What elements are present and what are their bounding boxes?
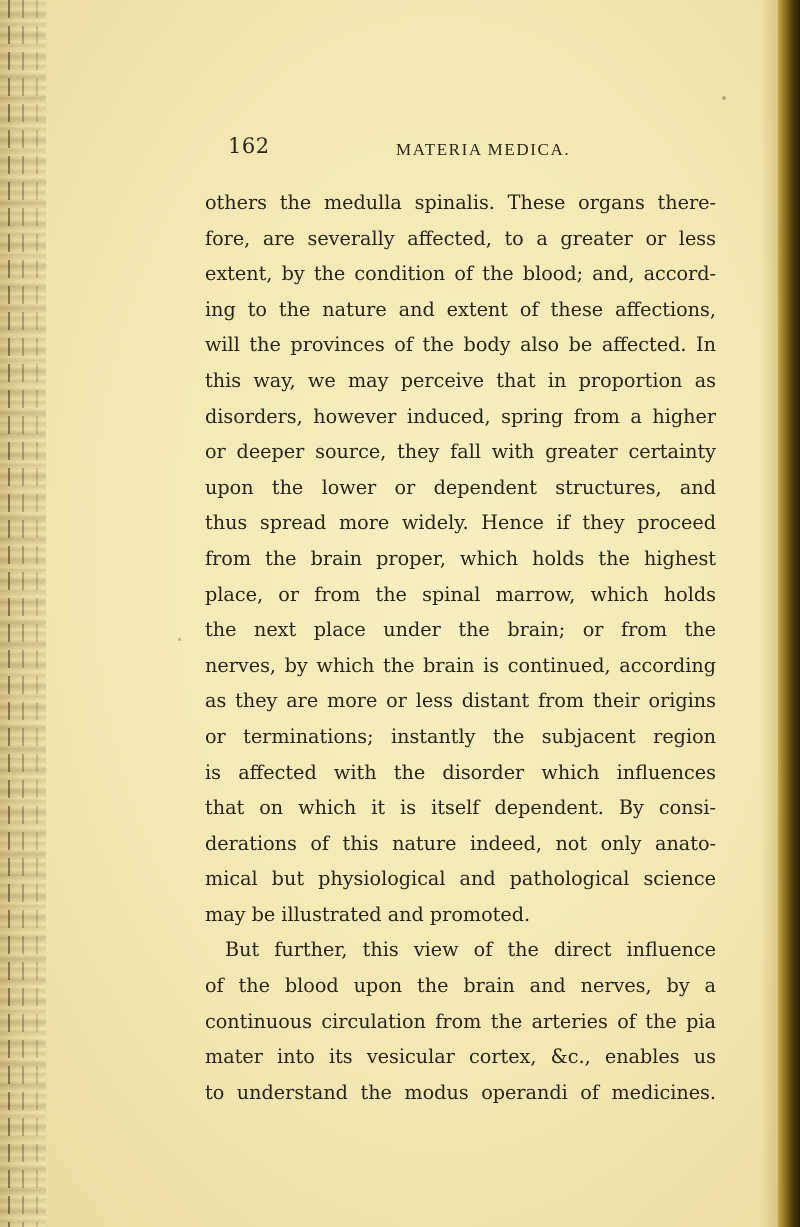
gutter-mark — [36, 0, 38, 1227]
body-text — [205, 185, 716, 1110]
text-line: that on which it is itself dependent. By consi- — [205, 796, 716, 820]
text-line: as they are more or less distant from their origins — [205, 689, 716, 713]
text-line: place, or from the spinal marrow, which holds — [205, 582, 716, 606]
paper-speck — [178, 638, 181, 641]
text-line: extent, by the condition of the blood; and, accord- — [205, 262, 716, 286]
text-line: from the brain proper, which holds the highest — [205, 546, 716, 570]
text-line: fore, are severally affected, to a greater or less — [205, 226, 716, 250]
text-line: to understand the modus operandi of medicines. — [205, 1080, 716, 1104]
text-line: disorders, however induced, spring from a higher — [205, 404, 716, 428]
text-line: this way, we may perceive that in proportion as — [205, 368, 716, 392]
text-line: the next place under the brain; or from the — [205, 618, 716, 642]
gutter-mark — [8, 0, 10, 1227]
page-edge — [778, 0, 800, 1227]
binding-gutter — [0, 0, 46, 1227]
paper-speck — [722, 96, 726, 100]
text-line: others the medulla spinalis. These organs there- — [205, 191, 716, 214]
gutter-mark — [22, 0, 24, 1227]
text-line: continuous circulation from the arteries of the pia — [205, 1009, 716, 1033]
text-line: derations of this nature indeed, not only anato- — [205, 831, 716, 855]
page-edge-shadow — [760, 0, 778, 1227]
text-line: nerves, by which the brain is continued, according — [205, 653, 716, 677]
running-head: MATERIA MEDICA. — [396, 140, 571, 159]
text-line: upon the lower or dependent structures, and — [205, 475, 716, 499]
text-line: is affected with the disorder which influences — [205, 760, 716, 784]
page-number: 162 — [228, 134, 270, 158]
text-line: will the provinces of the body also be affected. In — [205, 333, 716, 357]
text-line: ing to the nature and extent of these affections, — [205, 297, 716, 321]
text-line: of the blood upon the brain and nerves, by a — [205, 974, 716, 998]
text-line: mical but physiological and pathological science — [205, 867, 716, 891]
text-line: thus spread more widely. Hence if they proceed — [205, 511, 716, 535]
paragraph-start-line: But further, this view of the direct influence — [225, 938, 716, 962]
text-line: or terminations; instantly the subjacent region — [205, 724, 716, 748]
text-line: may be illustrated and promoted. — [205, 902, 531, 926]
page-header — [228, 134, 668, 164]
text-line: or deeper source, they fall with greater certainty — [205, 440, 716, 464]
text-line: mater into its vesicular cortex, &c., enables us — [205, 1045, 716, 1069]
